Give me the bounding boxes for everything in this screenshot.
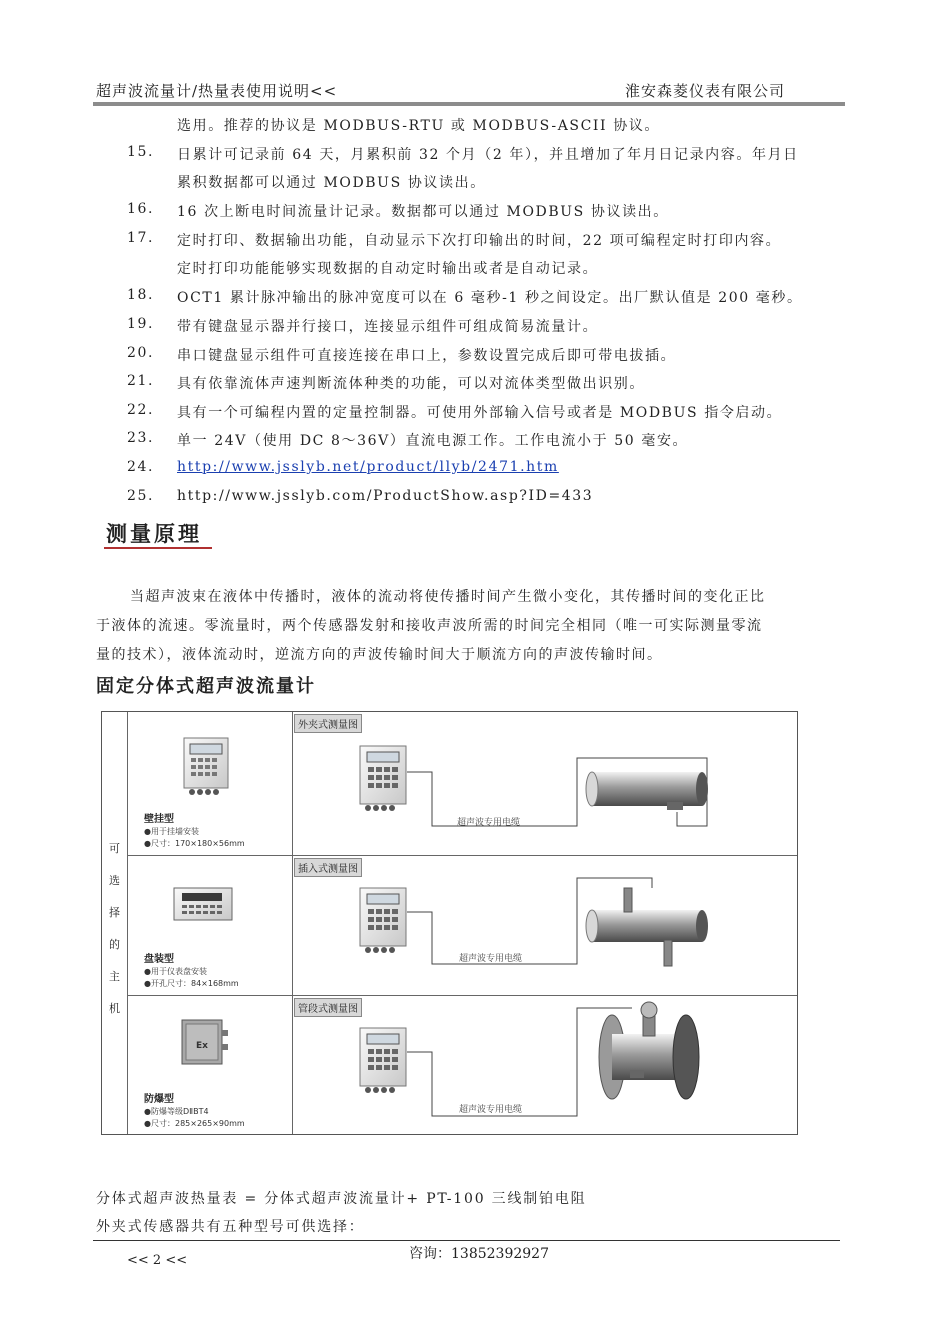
sub-title: 固定分体式超声波流量计	[96, 676, 316, 697]
panel-mount-device-icon	[174, 888, 232, 920]
model-desc: ●开孔尺寸：84×168mm	[144, 979, 239, 988]
wall-mount-device-icon	[184, 738, 228, 795]
item-text-line2: 累积数据都可以通过 MODBUS 协议读出。	[177, 175, 486, 191]
item-text: 串口键盘显示组件可直接连接在串口上，参数设置完成后即可带电拔插。	[177, 348, 677, 364]
model-name: 盘装型	[144, 954, 174, 965]
paragraph-line: 量的技术），液体流动时，逆流方向的声波传输时间大于顺流方向的声波传输时间。	[96, 647, 663, 663]
model-name: 防爆型	[144, 1094, 174, 1105]
main-unit-icon	[360, 746, 406, 811]
cable-label: 超声波专用电缆	[459, 954, 523, 964]
model-name: 壁挂型	[144, 814, 174, 825]
insertion-pipe-icon	[586, 888, 708, 966]
item-number: 24.	[127, 459, 155, 475]
consult-phone: 咨询：13852392927	[409, 1246, 549, 1262]
item-text: 具有依靠流体声速判断流体种类的功能，可以对流体类型做出识别。	[177, 376, 645, 392]
spool-pipe-icon	[599, 1002, 699, 1099]
item-text: 带有键盘显示器并行接口，连接显示组件可组成简易流量计。	[177, 319, 599, 335]
item-text: 具有一个可编程内置的定量控制器。可使用外部输入信号或者是 MODBUS 指令启动。	[177, 405, 783, 421]
paragraph-line: 当超声波束在液体中传播时，液体的流动将使传播时间产生微小变化，其传播时间的变化正比	[130, 589, 766, 605]
item-number: 16.	[127, 201, 155, 217]
item-number: 22.	[127, 402, 155, 418]
section-title: 测量原理	[106, 522, 202, 546]
model-desc: ●尺寸：170×180×56mm	[144, 839, 245, 848]
product-figure	[101, 711, 798, 1135]
side-char: 择	[109, 906, 120, 919]
model-desc: ●尺寸：285×265×90mm	[144, 1119, 245, 1128]
item-number: 15.	[127, 144, 155, 160]
item-number: 23.	[127, 430, 155, 446]
clamp-on-pipe-icon	[586, 772, 708, 810]
footer-text-line: 分体式超声波热量表 = 分体式超声波流量计+ PT-100 三线制铂电阻	[96, 1191, 587, 1207]
product-link-1[interactable]: http://www.jsslyb.net/product/llyb/2471.htm	[177, 459, 559, 475]
diagram-label: 外夹式测量图	[294, 714, 362, 733]
figure-illustrations	[102, 712, 797, 1134]
header-left: 超声波流量计/热量表使用说明<<	[96, 82, 338, 100]
main-unit-icon	[360, 888, 406, 953]
item-text: 定时打印、数据输出功能，自动显示下次打印输出的时间，22 项可编程定时打印内容。	[177, 233, 782, 249]
paragraph-line: 于液体的流速。零流量时，两个传感器发射和接收声波所需的时间完全相同（唯一可实际测量零流	[96, 618, 763, 634]
cable-label: 超声波专用电缆	[457, 818, 521, 828]
page-number: << 2 <<	[127, 1253, 188, 1268]
side-char: 的	[109, 938, 120, 951]
item-text: 16 次上断电时间流量计记录。数据都可以通过 MODBUS 协议读出。	[177, 204, 669, 220]
item-number: 20.	[127, 345, 155, 361]
header-right: 淮安森菱仪表有限公司	[625, 82, 786, 100]
side-char: 可	[109, 842, 120, 855]
item-number: 18.	[127, 287, 155, 303]
cable-label: 超声波专用电缆	[459, 1105, 523, 1115]
item-text: OCT1 累计脉冲输出的脉冲宽度可以在 6 毫秒-1 秒之间设定。出厂默认值是 200 毫秒。	[177, 290, 803, 306]
model-desc: ●用于挂墙安装	[144, 827, 199, 836]
product-link-2: http://www.jsslyb.com/ProductShow.asp?ID=433	[177, 488, 594, 504]
diagram-label: 管段式测量图	[294, 998, 362, 1017]
svg-text:Ex: Ex	[196, 1041, 208, 1051]
explosion-proof-device-icon	[182, 1020, 228, 1064]
item-number: 17.	[127, 230, 155, 246]
item-number: 19.	[127, 316, 155, 332]
model-desc: ●防爆等级DⅡBT4	[144, 1107, 209, 1116]
side-char: 机	[109, 1002, 120, 1015]
header-rule	[93, 102, 845, 106]
item-number: 25.	[127, 488, 155, 504]
side-char: 选	[109, 874, 120, 887]
list-continuation: 选用。推荐的协议是 MODBUS-RTU 或 MODBUS-ASCII 协议。	[177, 118, 661, 134]
footer-rule	[93, 1240, 840, 1241]
item-text: 单一 24V（使用 DC 8～36V）直流电源工作。工作电流小于 50 毫安。	[177, 433, 689, 449]
item-number: 21.	[127, 373, 155, 389]
item-text: 日累计可记录前 64 天，月累积前 32 个月（2 年），并且增加了年月日记录内容。年月日	[177, 147, 799, 163]
item-text-line2: 定时打印功能能够实现数据的自动定时输出或者是自动记录。	[177, 261, 599, 277]
diagram-label: 插入式测量图	[294, 858, 362, 877]
section-title-underline	[104, 547, 212, 549]
side-char: 主	[109, 970, 120, 983]
main-unit-icon	[360, 1028, 406, 1093]
footer-text-line: 外夹式传感器共有五种型号可供选择：	[96, 1219, 365, 1235]
model-desc: ●用于仪表盘安装	[144, 967, 207, 976]
